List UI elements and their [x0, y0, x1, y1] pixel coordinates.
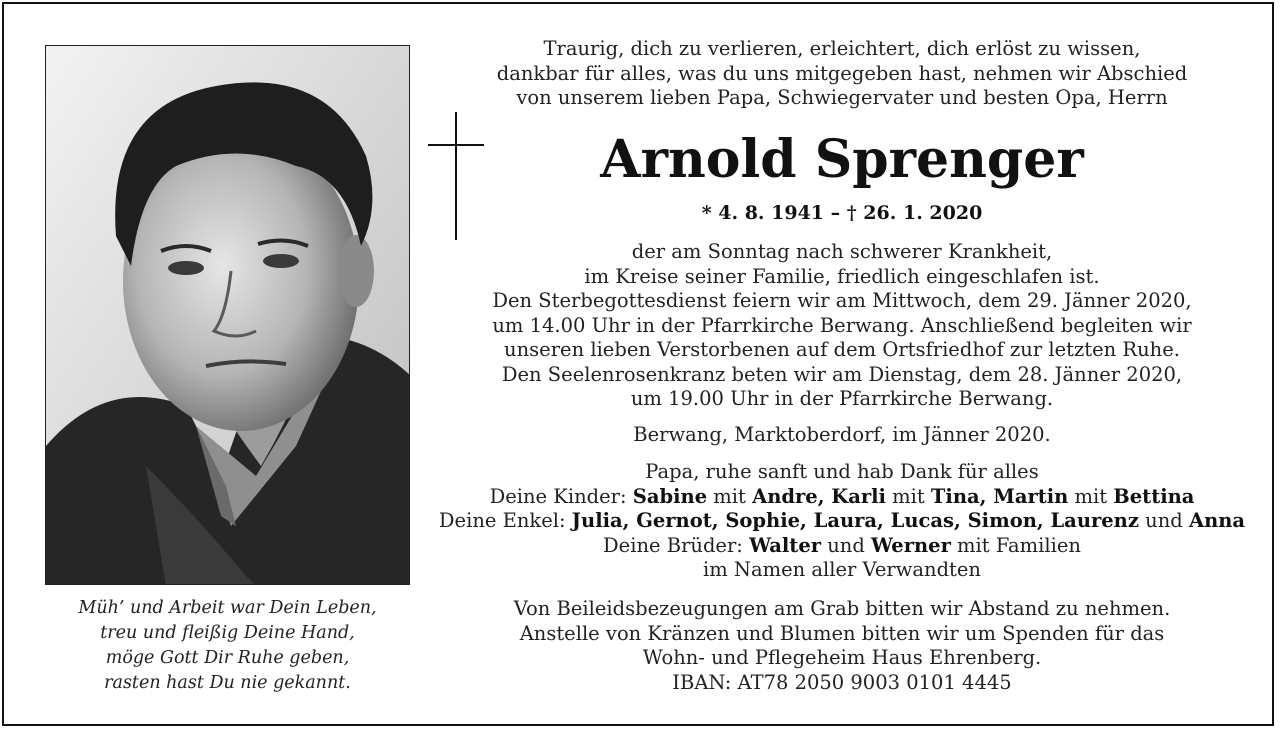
family-name: Tina, Martin	[930, 484, 1069, 508]
body-line: um 19.00 Uhr in der Pfarrkirche Berwang.	[630, 387, 1054, 410]
verse-line: rasten hast Du nie gekannt.	[104, 673, 351, 693]
connector: und	[1138, 509, 1189, 532]
closing-text	[432, 597, 1252, 695]
closing-line: Von Beileidsbezeugungen am Grab bitten wir Abstand zu nehmen.	[513, 597, 1171, 620]
body-line: Den Sterbegottesdienst feiern wir am Mittwoch, dem 29. Jänner 2020,	[492, 289, 1192, 312]
family-name: Bettina	[1113, 484, 1195, 508]
intro-text	[432, 37, 1252, 111]
family-name: Julia, Gernot, Sophie, Laura, Lucas, Simon, Laurenz	[571, 509, 1139, 532]
body-line: der am Sonntag nach schwerer Krankheit,	[631, 240, 1053, 263]
body-line: Den Seelenrosenkranz beten wir am Dienstag, dem 28. Jänner 2020,	[501, 362, 1183, 386]
grandchildren-label: Deine Enkel:	[438, 509, 572, 532]
family-block	[432, 460, 1252, 583]
children-line	[432, 485, 1252, 510]
verse-block	[45, 596, 410, 696]
service-info	[432, 240, 1252, 412]
family-line: Papa, ruhe sanft und hab Dank für alles	[645, 460, 1039, 483]
portrait-photo	[45, 45, 410, 585]
connector: und	[821, 533, 871, 557]
place-date	[432, 423, 1252, 448]
place-date-line: Berwang, Marktoberdorf, im Jänner 2020.	[633, 423, 1051, 446]
verse-line: treu und fleißig Deine Hand,	[100, 623, 355, 643]
verse-line: Müh’ und Arbeit war Dein Leben,	[78, 598, 377, 618]
family-line: im Namen aller Verwandten	[702, 558, 981, 581]
closing-line: Wohn- und Pflegeheim Haus Ehrenberg.	[642, 646, 1042, 669]
connector: mit Familien	[950, 533, 1081, 557]
body-line: im Kreise seiner Familie, friedlich eingeschlafen ist.	[584, 264, 1100, 288]
family-name: Werner	[871, 533, 951, 557]
children-label: Deine Kinder:	[489, 484, 633, 508]
connector: mit	[1068, 484, 1114, 508]
brothers-label: Deine Brüder:	[603, 533, 750, 557]
intro-line: von unserem lieben Papa, Schwiegervater und besten Opa, Herrn	[516, 86, 1168, 109]
intro-line: dankbar für alles, was du uns mitgegeben hast, nehmen wir Abschied	[496, 61, 1188, 85]
verse-line: möge Gott Dir Ruhe geben,	[105, 648, 350, 668]
body-line: unseren lieben Verstorbenen auf dem Ortsfriedhof zur letzten Ruhe.	[504, 338, 1180, 361]
grandchildren-line	[432, 509, 1252, 534]
portrait-illustration	[46, 46, 410, 585]
family-name: Walter	[749, 533, 821, 557]
deceased-name: Arnold Sprenger	[600, 129, 1084, 190]
connector: mit	[707, 484, 753, 508]
connector: mit	[885, 484, 931, 508]
family-name: Anna	[1188, 509, 1246, 532]
body-line: um 14.00 Uhr in der Pfarrkirche Berwang. Anschließend begleiten wir	[492, 313, 1192, 337]
brothers-line	[432, 534, 1252, 559]
family-name: Sabine	[632, 484, 708, 508]
closing-line: Anstelle von Kränzen und Blumen bitten wir um Spenden für das	[519, 621, 1165, 645]
life-dates: * 4. 8. 1941 – † 26. 1. 2020	[701, 202, 983, 224]
iban-line: IBAN: AT78 2050 9003 0101 4445	[672, 670, 1012, 694]
intro-line: Traurig, dich zu verlieren, erleichtert, dich erlöst zu wissen,	[543, 37, 1141, 60]
family-name: Andre, Karli	[752, 484, 886, 508]
